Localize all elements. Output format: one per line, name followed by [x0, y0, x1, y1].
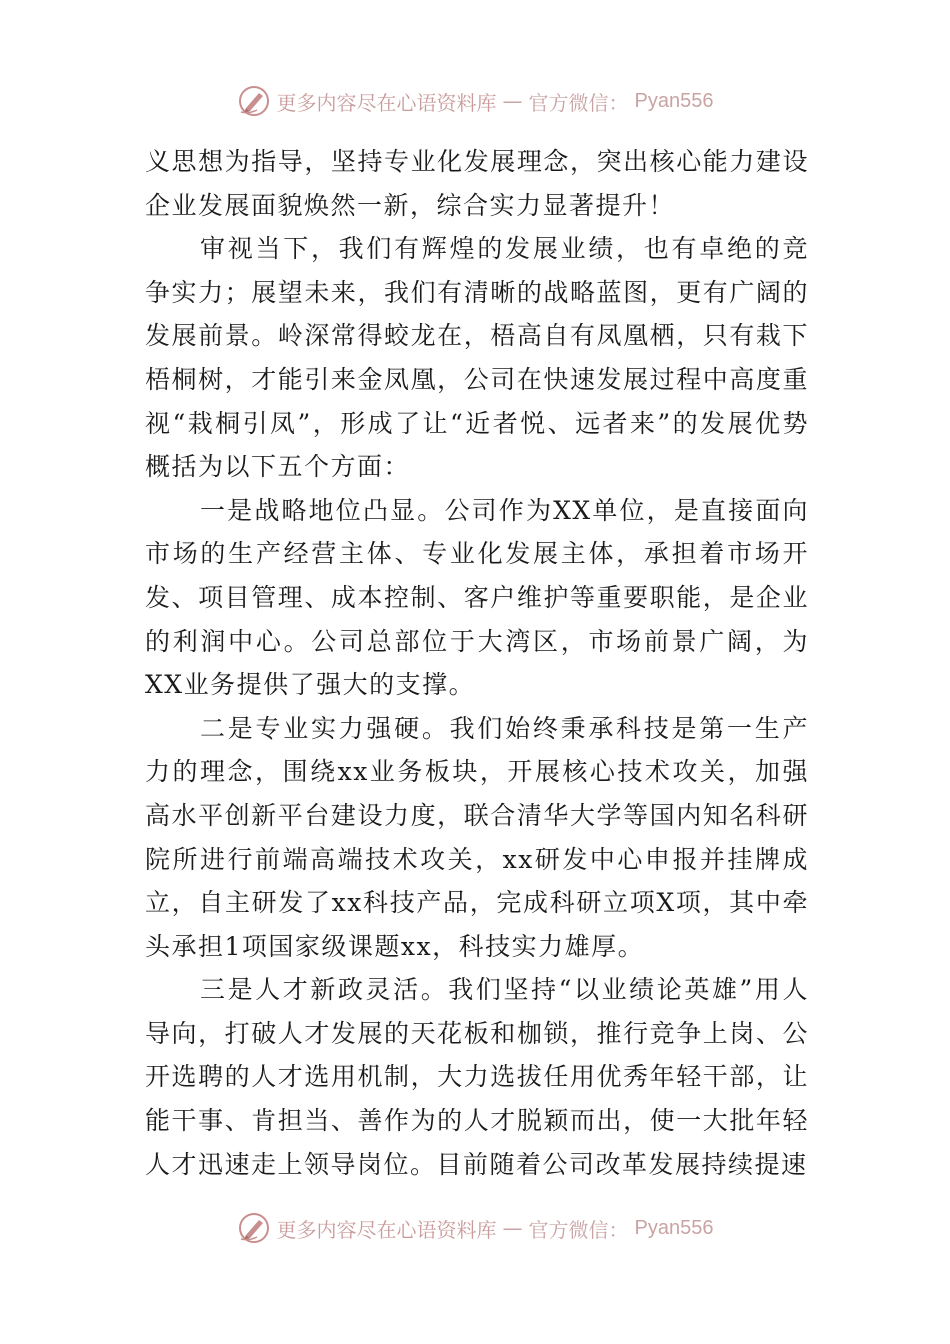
paragraph-4: 二是专业实力强硬。我们始终秉承科技是第一生产力的理念，围绕xx业务板块，开展核心技术攻关，加强高水平创新平台建设力度，联合清华大学等国内知名科研院所进行前端高端技术攻关，xx研发中心申报并挂牌成立，自主研发了xx科技产品，完成科研立项X项，其中牵头承担1项国家级课题xx，科技实力雄厚。	[145, 713, 809, 961]
footer-watermark	[0, 1211, 950, 1245]
document-body	[145, 140, 809, 1186]
pen-logo-icon	[237, 84, 271, 118]
header-watermark	[0, 84, 950, 118]
watermark-wechat-id: Pyan556	[634, 89, 714, 112]
paragraph-2: 审视当下，我们有辉煌的发展业绩，也有卓绝的竞争实力；展望未来，我们有清晰的战略蓝图，更有广阔的发展前景。岭深常得蛟龙在，梧高自有凤凰栖，只有栽下梧桐树，才能引来金凤凰，公司在快速发展过程中高度重视“栽桐引凤”，形成了让“近者悦、远者来”的发展优势概括为以下五个方面：	[145, 234, 809, 482]
watermark-wechat-label: 官方微信：	[528, 1217, 629, 1242]
watermark-dash: —	[502, 89, 523, 113]
watermark-main-text: 更多内容尽在心语资料库	[276, 90, 497, 115]
paragraph-3: 一是战略地位凸显。公司作为XX单位，是直接面向市场的生产经营主体、专业化发展主体，承担着市场开发、项目管理、成本控制、客户维护等重要职能，是企业的利润中心。公司总部位于大湾区，市场前景广阔，为XX业务提供了强大的支撑。	[145, 495, 809, 700]
watermark-wechat-id: Pyan556	[634, 1216, 714, 1239]
paragraph-5: 三是人才新政灵活。我们坚持“以业绩论英雄”用人导向，打破人才发展的天花板和枷锁，推行竞争上岗、公开选聘的人才选用机制，大力选拔任用优秀年轻干部，让能干事、肯担当、善作为的人才脱颖而出，使一大批年轻人才迅速走上领导岗位。目前随着公司改革发展持续提速	[145, 975, 809, 1179]
pen-logo-icon	[237, 1211, 271, 1245]
watermark-wechat-label: 官方微信：	[528, 90, 629, 115]
watermark-main-text: 更多内容尽在心语资料库	[276, 1217, 497, 1242]
paragraph-1: 义思想为指导，坚持专业化发展理念，突出核心能力建设企业发展面貌焕然一新，综合实力显著提升！	[145, 147, 809, 220]
watermark-dash: —	[502, 1216, 523, 1240]
